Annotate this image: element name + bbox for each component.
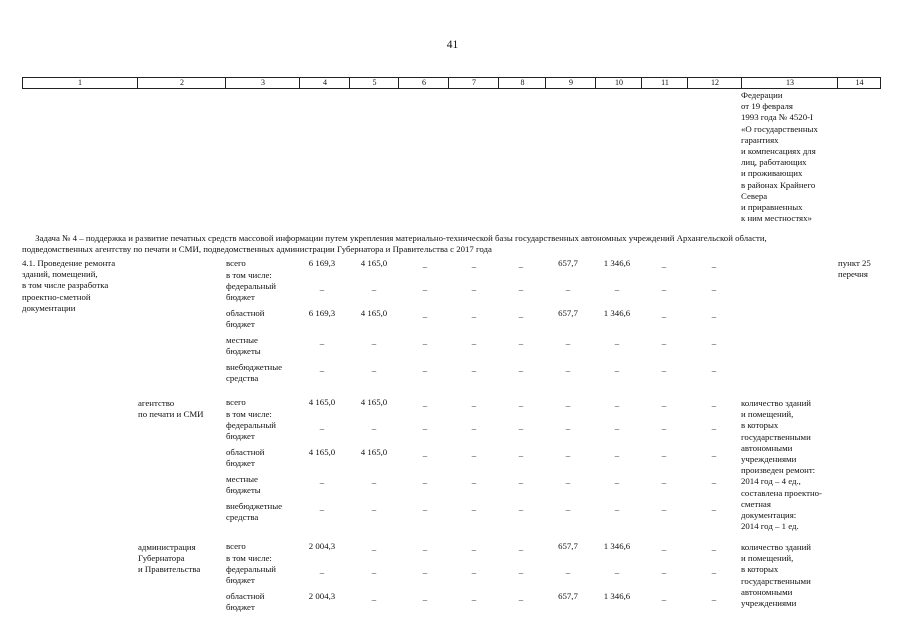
value-cell: –: [565, 567, 571, 577]
value-cell: –: [319, 423, 325, 433]
funding-source: внебюджетные средства: [226, 501, 283, 523]
value-cell: –: [422, 365, 428, 375]
funding-source: федеральный бюджет: [226, 564, 276, 586]
executor-name: администрация Губернатора и Правительства: [138, 542, 201, 575]
value-cell: –: [471, 400, 477, 410]
value-cell: –: [711, 504, 717, 514]
value-cell: –: [371, 423, 377, 433]
value-cell: 2 004,3: [308, 541, 336, 551]
executor-name: агентство по печати и СМИ: [138, 398, 204, 420]
header-col-1: 1: [78, 78, 82, 87]
value-cell: 6 169,3: [308, 258, 336, 268]
value-cell: –: [614, 284, 620, 294]
value-cell: –: [471, 365, 477, 375]
value-cell: –: [711, 284, 717, 294]
indicator-text: количество зданий и помещений, в которых государственными автономными учреждениями произведен ремонт: 2014 год – 4 ед., составлена проектно- сметная документация: 2014 год – 1 ед.: [741, 398, 822, 532]
continuation-note: Федерации от 19 февраля 1993 года № 4520-I «О государственных гарантиях и компенсациях для лиц, работающих и проживающих в районах Крайнего Севера и приравненных к ним местностях»: [741, 90, 818, 224]
value-cell: –: [565, 423, 571, 433]
value-cell: –: [661, 477, 667, 487]
value-cell: 4 165,0: [308, 447, 336, 457]
value-cell: –: [319, 504, 325, 514]
value-cell: –: [661, 450, 667, 460]
header-col-10: 10: [595, 77, 642, 88]
value-cell: –: [319, 477, 325, 487]
value-cell: 657,7: [558, 541, 578, 551]
value-cell: –: [711, 400, 717, 410]
value-cell: –: [471, 477, 477, 487]
value-cell: –: [422, 567, 428, 577]
funding-source: в том числе:: [226, 409, 272, 419]
header-col-3: 3: [225, 77, 300, 88]
value-cell: –: [614, 338, 620, 348]
value-cell: –: [518, 544, 524, 554]
value-cell: –: [319, 365, 325, 375]
value-cell: –: [422, 400, 428, 410]
funding-source: федеральный бюджет: [226, 420, 276, 442]
value-cell: –: [471, 450, 477, 460]
indicator-text: количество зданий и помещений, в которых государственными автономными учреждениями: [741, 542, 812, 609]
value-cell: –: [518, 450, 524, 460]
value-cell: –: [371, 477, 377, 487]
page-number: 41: [446, 39, 459, 51]
value-cell: –: [661, 338, 667, 348]
value-cell: –: [371, 544, 377, 554]
value-cell: –: [661, 594, 667, 604]
value-cell: 2 004,3: [308, 591, 336, 601]
header-col-12: 12: [687, 77, 742, 88]
value-cell: –: [518, 504, 524, 514]
value-cell: –: [518, 594, 524, 604]
value-cell: –: [565, 365, 571, 375]
value-cell: –: [422, 423, 428, 433]
header-col-13: 13: [741, 77, 838, 88]
value-cell: –: [711, 594, 717, 604]
value-cell: –: [614, 504, 620, 514]
header-col-11: 11: [641, 77, 688, 88]
header-col-5: 5: [349, 77, 399, 88]
value-cell: –: [471, 567, 477, 577]
value-cell: –: [319, 338, 325, 348]
value-cell: –: [614, 423, 620, 433]
event-name: 4.1. Проведение ремонта зданий, помещений, в том числе разработка проектно-сметной документации: [22, 258, 116, 313]
funding-source: местные бюджеты: [226, 335, 261, 357]
funding-source: всего: [226, 397, 246, 407]
value-cell: –: [422, 504, 428, 514]
value-cell: –: [661, 284, 667, 294]
header-col-7: 7: [448, 77, 499, 88]
value-cell: –: [422, 450, 428, 460]
value-cell: –: [471, 504, 477, 514]
funding-source: федеральный бюджет: [226, 281, 276, 303]
value-cell: –: [422, 338, 428, 348]
funding-source: областной бюджет: [226, 447, 265, 469]
value-cell: 1 346,6: [603, 258, 631, 268]
funding-source: в том числе:: [226, 553, 272, 563]
value-cell: –: [518, 284, 524, 294]
value-cell: –: [371, 567, 377, 577]
value-cell: 1 346,6: [603, 541, 631, 551]
value-cell: –: [518, 567, 524, 577]
header-col-4: 4: [299, 77, 350, 88]
value-cell: –: [661, 567, 667, 577]
value-cell: –: [518, 400, 524, 410]
value-cell: –: [518, 365, 524, 375]
value-cell: –: [711, 450, 717, 460]
value-cell: –: [371, 365, 377, 375]
header-col-14: 14: [837, 77, 881, 88]
value-cell: –: [661, 504, 667, 514]
value-cell: 6 169,3: [308, 308, 336, 318]
header-col-2: 2: [137, 77, 226, 88]
value-cell: –: [518, 311, 524, 321]
value-cell: –: [661, 544, 667, 554]
value-cell: –: [614, 567, 620, 577]
value-cell: –: [711, 365, 717, 375]
value-cell: 657,7: [558, 591, 578, 601]
value-cell: 657,7: [558, 308, 578, 318]
funding-source: областной бюджет: [226, 308, 265, 330]
value-cell: –: [565, 504, 571, 514]
funding-source: всего: [226, 258, 246, 268]
value-cell: 657,7: [558, 258, 578, 268]
value-cell: –: [661, 365, 667, 375]
funding-source: областной бюджет: [226, 591, 265, 613]
value-cell: –: [661, 261, 667, 271]
value-cell: –: [711, 311, 717, 321]
value-cell: –: [711, 544, 717, 554]
value-cell: –: [471, 544, 477, 554]
value-cell: –: [371, 284, 377, 294]
value-cell: –: [471, 594, 477, 604]
value-cell: –: [422, 477, 428, 487]
value-cell: –: [661, 423, 667, 433]
value-cell: –: [711, 261, 717, 271]
header-col-8: 8: [498, 77, 546, 88]
header-col-9: 9: [545, 77, 596, 88]
value-cell: –: [614, 450, 620, 460]
value-cell: –: [711, 423, 717, 433]
value-cell: –: [711, 567, 717, 577]
funding-source: местные бюджеты: [226, 474, 261, 496]
value-cell: –: [422, 544, 428, 554]
value-cell: 4 165,0: [360, 447, 388, 457]
task-4-heading: Задача № 4 – поддержка и развитие печатных средств массовой информации путем укрепления материально-технической базы государственных автономных учреждений Архангельской области, подведомственных агентству по печати и СМИ, подведомственных администрации Губернатора и Правительства с 2017 года: [22, 233, 767, 255]
value-cell: –: [319, 567, 325, 577]
value-cell: 1 346,6: [603, 591, 631, 601]
value-cell: –: [471, 284, 477, 294]
value-cell: 4 165,0: [360, 397, 388, 407]
value-cell: –: [614, 400, 620, 410]
reference-text: пункт 25 перечня: [838, 258, 871, 280]
value-cell: –: [565, 400, 571, 410]
value-cell: –: [661, 311, 667, 321]
value-cell: –: [319, 284, 325, 294]
value-cell: –: [565, 450, 571, 460]
value-cell: 4 165,0: [308, 397, 336, 407]
value-cell: –: [565, 284, 571, 294]
value-cell: –: [565, 338, 571, 348]
funding-source: в том числе:: [226, 270, 272, 280]
value-cell: –: [422, 261, 428, 271]
value-cell: –: [711, 477, 717, 487]
funding-source: внебюджетные средства: [226, 362, 283, 384]
value-cell: –: [471, 338, 477, 348]
value-cell: –: [614, 477, 620, 487]
value-cell: –: [371, 504, 377, 514]
value-cell: 4 165,0: [360, 308, 388, 318]
value-cell: –: [661, 400, 667, 410]
value-cell: 1 346,6: [603, 308, 631, 318]
value-cell: –: [711, 338, 717, 348]
value-cell: –: [518, 261, 524, 271]
value-cell: 4 165,0: [360, 258, 388, 268]
value-cell: –: [471, 423, 477, 433]
value-cell: –: [614, 365, 620, 375]
value-cell: –: [371, 338, 377, 348]
value-cell: –: [471, 311, 477, 321]
value-cell: –: [518, 338, 524, 348]
header-col-6: 6: [398, 77, 449, 88]
value-cell: –: [422, 284, 428, 294]
column-number-header: [22, 77, 881, 89]
value-cell: –: [471, 261, 477, 271]
funding-source: всего: [226, 541, 246, 551]
value-cell: –: [422, 311, 428, 321]
value-cell: –: [565, 477, 571, 487]
value-cell: –: [422, 594, 428, 604]
value-cell: –: [371, 594, 377, 604]
value-cell: –: [518, 423, 524, 433]
value-cell: –: [518, 477, 524, 487]
